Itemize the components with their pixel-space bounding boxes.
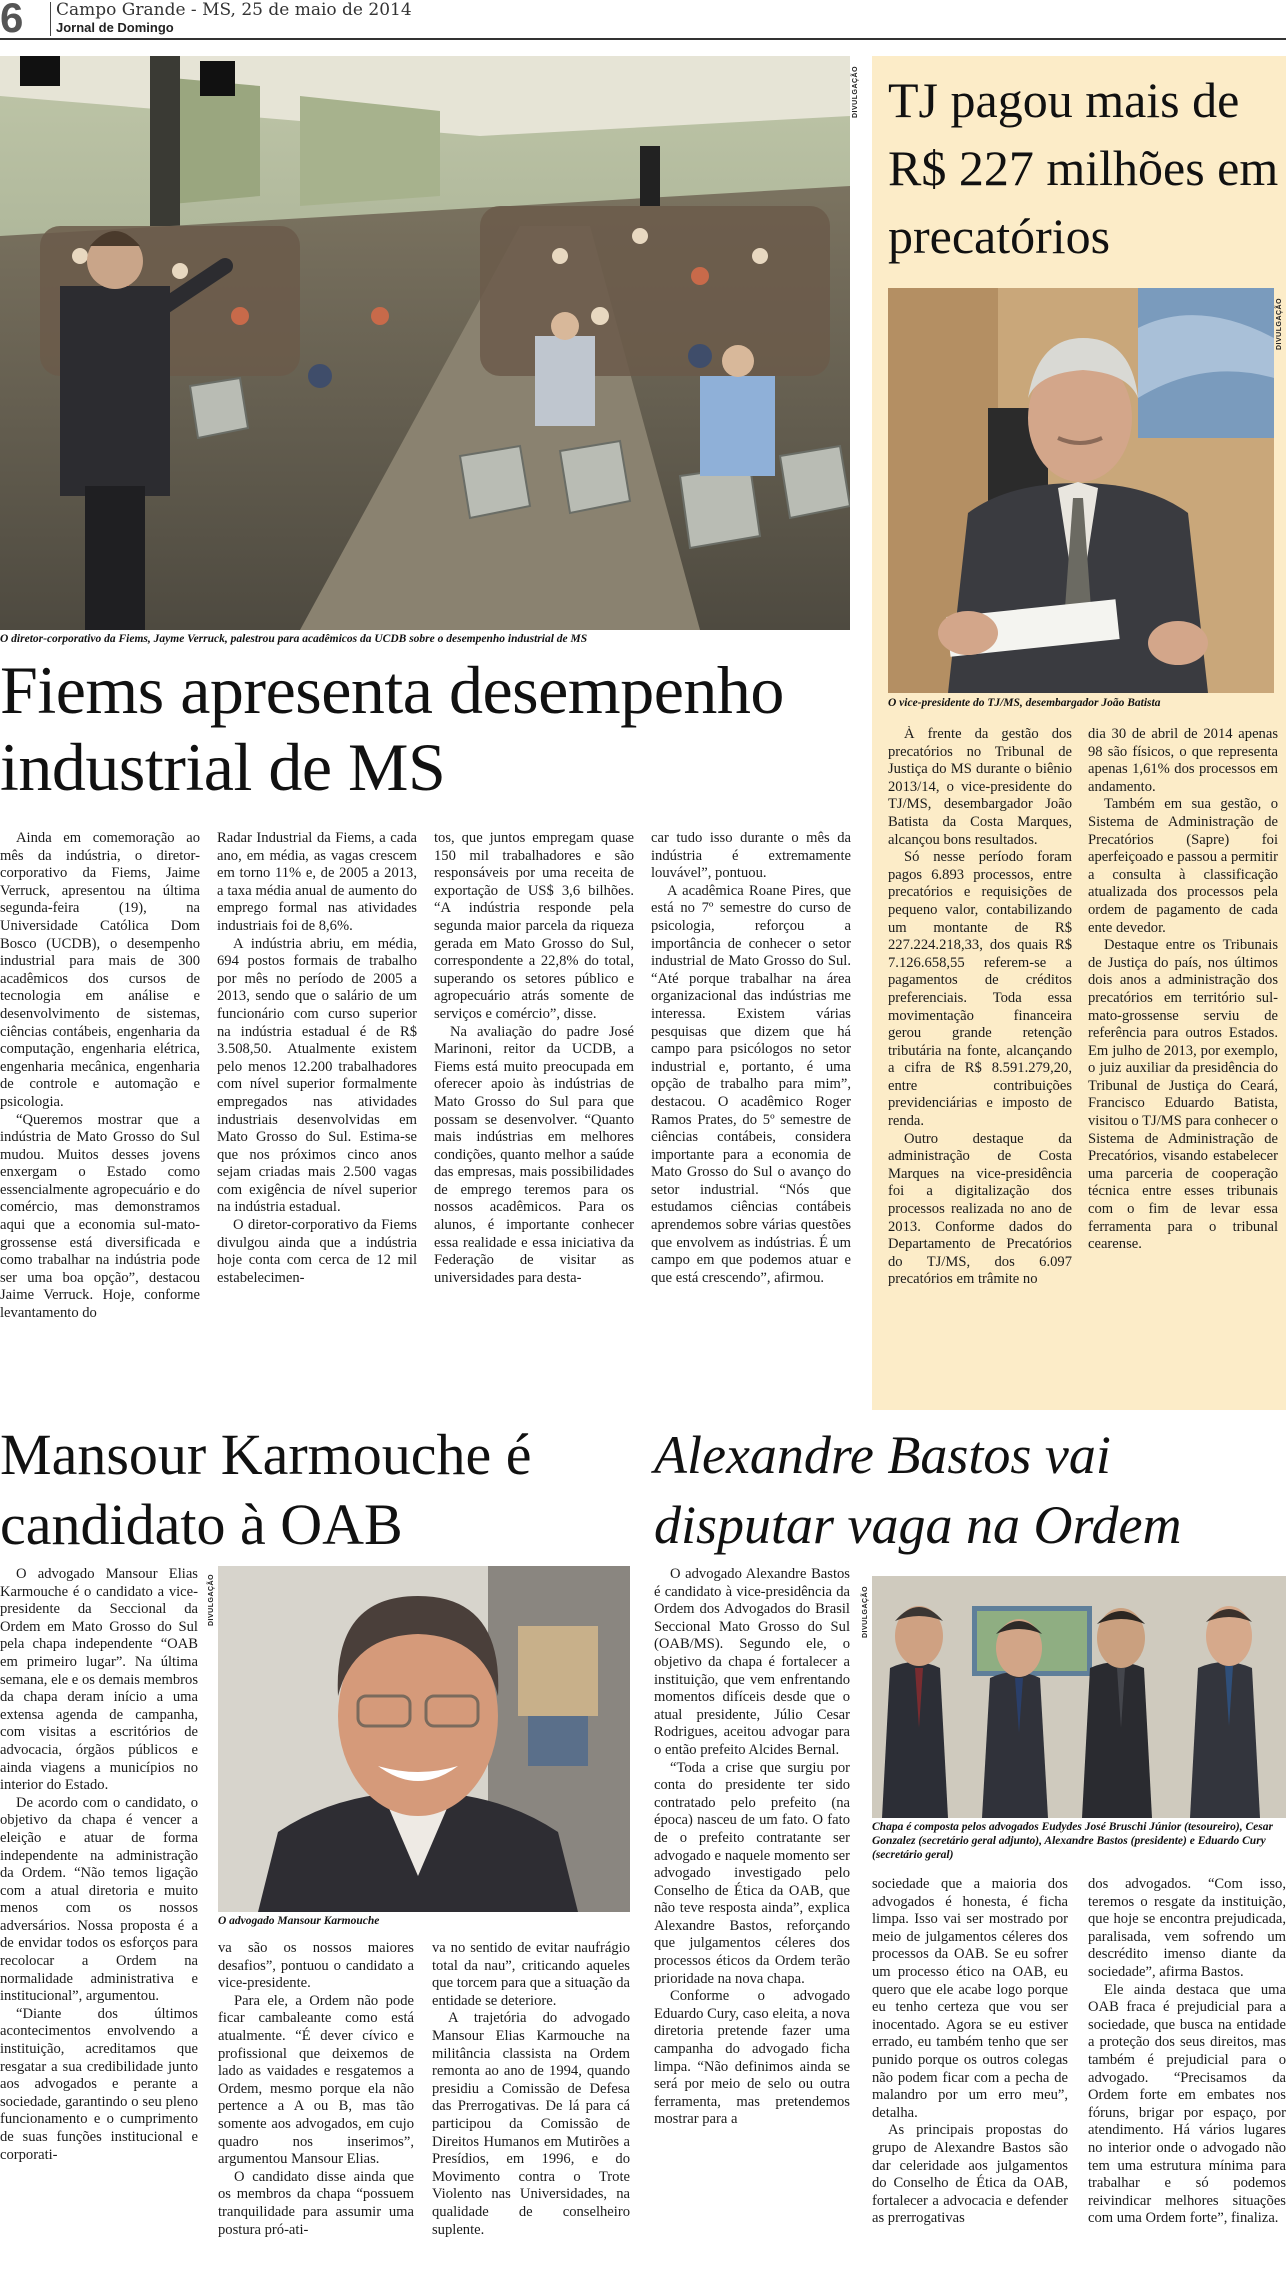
fiems-column-1 [0,830,200,1410]
mansour-photo-caption: O advogado Mansour Karmouche [218,1915,380,1927]
bastos-column-2 [872,1876,1068,2295]
paragraph: O diretor-corporativo da Fiems divulgou ainda que a indústria hoje conta com cerca de 12 mil estabelecimen- [217,1217,417,1286]
paragraph: A acadêmica Roane Pires, que está no 7º semestre do curso de psicologia, reforçou a importância de conhecer o setor industrial de Mato Grosso do Sul. “Até porque trabalhar na área organizacional das indústrias me interessa. Existem várias pesquisas que dizem que há campo para psicólogos no setor industrial e, portanto, é uma opção de trabalho para mim”, destacou. O acadêmico Roger Ramos Prates, do 5º semestre de ciências contábeis, considera importante para a economia de Mato Grosso do Sul o avanço do setor industrial. “Nós que estudamos ciências contábeis aprendemos sobre várias questões que envolvem as indústrias. É um campo em que podemos atuar e que está crescendo”, afirmou. [651,882,851,1286]
fiems-photo [0,56,850,630]
mansour-headline: Mansour Karmouche é candidato à OAB [0,1422,532,1557]
paragraph: Ainda em comemoração ao mês da indústria, o diretor-corporativo da Fiems, Jaime Verruck, apresentou na última segunda-feira (19), na Universidade Católica Dom Bosco (UCDB), o desempenho industrial para mais de 300 acadêmicos dos cursos de tecnologia em análise e desenvolvimento de sistemas, ciências contábeis, engenharia da computação, engenharia elétrica, engenharia mecânica, engenharia de controle e automação e psicologia. [0,830,200,1110]
bastos-photo-caption: Chapa é composta pelos advogados Eudydes José Bruschi Júnior (tesoureiro), Cesar Gonzalez (secretário geral adjunto), Alexandre Bastos (presidente) e Eduardo Cury (secretário geral) [872,1821,1273,1861]
page-header [0,0,1286,40]
paragraph: dia 30 de abril de 2014 apenas 98 são físicos, o que representa apenas 1,61% dos processos em andamento. [1088,726,1278,795]
paragraph: Também em sua gestão, o Sistema de Administração de Precatórios (Sapre) foi aperfeiçoado e passou a permitir a consulta à classificação atualizada dos processos pela ordem de pagamento de cada ente devedor. [1088,796,1278,936]
tj-column-1 [888,726,1072,1396]
mansour-photo [218,1566,630,1912]
paragraph: “Toda a crise que surgiu por conta do presidente ter sido contratado pelo prefeito (na época) nasceu de um fato. O fato de o prefeito contratante ser advogado e naquele momento ser advogado investigado pelo Conselho de Ética da OAB, que não teve resposta ainda”, explica Alexandre Bastos, reforçando que julgamentos céleres dos processos éticos da Ordem terão prioridade na nova chapa. [654,1759,850,1987]
paragraph: “Queremos mostrar que a indústria de Mato Grosso do Sul mudou. Muitos desses jovens enxergam o Estado como essencialmente agropecuário e do comércio, mas demonstramos aqui que a economia sul-mato-grossense está diversificada e como trabalhar na indústria pode ser uma boa opção”, destacou Jaime Verruck. Hoje, conforme levantamento do [0,1111,200,1322]
paragraph: Destaque entre os Tribunais de Justiça do país, nos últimos dois anos a administração dos precatórios em território sul-mato-grossense serviu de referência para outros Estados. Em julho de 2013, por exemplo, o juiz auxiliar da presidência do Tribunal de Justiça do Ceará, Francisco Eduardo Batista, visitou o TJ/MS para conhecer o Sistema de Administração de Precatórios, visando estabelecer uma parceria de cooperação técnica entre esses tribunais com o fim de levar essa ferramenta para o tribunal cearense. [1088,937,1278,1253]
bastos-photo-credit: DIVULGAÇÃO [862,1585,869,1638]
paragraph: dos advogados. “Com isso, teremos o resgate da instituição, que hoje se encontra prejudicada, paralisada, vem sofrendo um descrédito imenso diante da sociedade”, afirma Bastos. [1088,1876,1286,1980]
tj-headline: TJ pagou mais de R$ 227 milhões em precatórios [888,72,1279,264]
paper-name: Jornal de Domingo [56,20,174,35]
bastos-photo [872,1576,1286,1818]
dateline: Campo Grande - MS, 25 de maio de 2014 [56,0,412,20]
paragraph: sociedade que a maioria dos advogados é honesta, é ficha limpa. Isso vai ser mostrado por meio de julgamentos céleres dos processos da OAB. Se eu sofrer um processo ético na OAB, eu quero que ele acabe logo porque eu tenho certeza que vou ser inocentado. Agora se eu estiver errado, eu também tenho que ser punido porque os outros colegas não podem ficar com a pecha de malandro por um erro meu”, detalha. [872,1876,1068,2121]
bastos-column-3 [1088,1876,1286,2295]
paragraph: “Diante dos últimos acontecimentos envolvendo a instituição, acreditamos que resgatar a sua credibilidade junto aos advogados e perante a sociedade, garantindo o seu pleno funcionamento e o cumprimento de suas funções institucional e corporati- [0,2005,198,2163]
mansour-photo-credit: DIVULGAÇÃO [208,1573,215,1626]
paragraph: De acordo com o candidato, o objetivo da chapa é vencer a eleição e atuar de forma independente na administração da Ordem. “Não temos ligação com a atual diretoria e muito menos com os nossos adversários. Nossa proposta é a de envidar todos os esforços para recolocar a Ordem na normalidade administrativa e institucional”, argumentou. [0,1794,198,2005]
bastos-headline: Alexandre Bastos vai disputar vaga na Ordem [654,1425,1182,1555]
page-number: 6 [0,0,24,41]
paragraph: O advogado Mansour Elias Karmouche é o candidato a vice-presidente da Seccional da Ordem em Mato Grosso do Sul pela chapa independente “OAB em primeiro lugar”. Na última semana, ele e os demais membros da chapa deram início a uma extensa agenda de campanha, com visitas a escritórios de advocacia, órgãos públicos e ainda viagens a municípios no interior do Estado. [0,1566,198,1794]
paragraph: va são os nossos maiores desafios”, pontuou o candidato a vice-presidente. [218,1940,414,1992]
paragraph: As principais propostas do grupo de Alexandre Bastos são dar celeridade aos julgamentos do Conselho de Ética da OAB, fortalecer a advocacia e defender as prerrogativas [872,2122,1068,2227]
paragraph: va no sentido de evitar naufrágio total da nau”, criticando aqueles que torcem para que a situação da entidade se deteriore. [432,1940,630,2009]
mansour-column-3 [432,1940,630,2295]
fiems-photo-caption: O diretor-corporativo da Fiems, Jayme Verruck, palestrou para acadêmicos da UCDB sobre o desempenho industrial de MS [0,633,588,645]
tj-photo-credit: DIVULGAÇÃO [1276,297,1283,350]
fiems-column-4 [651,830,851,1410]
paragraph: Ele ainda destaca que uma OAB fraca é prejudicial para a sociedade, que busca na entidade a proteção dos seus direitos, mas também é prejudicial para o advogado. “Precisamos da Ordem forte em embates nos fóruns, brigar por espaço, por atendimento. Há vários lugares no interior onde o advogado não tem uma estrutura mínima para trabalhar e só podemos reivindicar melhores situações com uma Ordem forte”, finaliza. [1088,1981,1286,2227]
paragraph: O candidato disse ainda que os membros da chapa “possuem tranquilidade para assumir uma postura pró-ati- [218,2168,414,2238]
fiems-photo-credit: DIVULGAÇÃO [852,65,859,118]
tj-column-2 [1088,726,1278,1396]
paragraph: A trajetória do advogado Mansour Elias Karmouche na militância classista na Ordem remonta ao ano de 1994, quando presidiu a Comissão de Defesa das Prerrogativas. De lá para cá participou da Comissão de Direitos Humanos em Mutirões a Presídios, em 1996, e do Movimento contra o Trote Violento nas Universidades, na qualidade de conselheiro suplente. [432,2010,630,2238]
paragraph: Radar Industrial da Fiems, a cada ano, em média, as vagas crescem em torno 11% e, de 2005 a 2013, a taxa média anual de aumento do emprego formal nas atividades industriais foi de 8,6%. [217,830,417,934]
paragraph: O advogado Alexandre Bastos é candidato à vice-presidência da Ordem dos Advogados do Brasil Seccional Mato Grosso do Sul (OAB/MS). Segundo ele, o objetivo da chapa é fortalecer a instituição, que vem enfrentando momentos difíceis desde que o atual presidente, Júlio Cesar Rodrigues, aceitou advogar para o então prefeito Alcides Bernal. [654,1566,850,1758]
paragraph: Outro destaque da administração de Costa Marques na vice-presidência foi a digitalização dos processos realizada no ano de 2013. Conforme dados do Departamento de Precatórios do TJ/MS, dos 6.097 precatórios em trâmite no [888,1130,1072,1288]
paragraph: Conforme o advogado Eduardo Cury, caso eleita, a nova diretoria pretende fazer uma campanha do advogado ficha limpa. “Não definimos ainda se será por meio de selo ou outra ferramenta, mas pretendemos mostrar para a [654,1988,850,2128]
fiems-column-2 [217,830,417,1410]
paragraph: Na avaliação do padre José Marinoni, reitor da UCDB, a Fiems está muito preocupada em oferecer apoio às indústrias de Mato Grosso do Sul para que possam se desenvolver. “Quanto mais indústrias em melhores condições, quanto melhor a saúde das empresas, mais possibilidades de emprego teremos para os nossos acadêmicos. Para os alunos, é importante conhecer essa realidade e essa iniciativa da Federação de visitar as universidades para desta- [434,1023,634,1286]
fiems-headline: Fiems apresenta desempenho industrial de MS [0,652,784,805]
paragraph: Só nesse período foram pagos 6.893 processos, entre precatórios e requisições de pequeno valor, contabilizando um montante de R$ 227.224.218,33, dos quais R$ 7.126.658,55 referem-se a pagamentos de créditos preferenciais. Toda essa movimentação financeira gerou grande retenção tributária na fonte, alcançando a cifra de R$ 8.591.279,20, entre contribuições previdenciárias e imposto de renda. [888,849,1072,1130]
tj-photo-caption: O vice-presidente do TJ/MS, desembargador João Batista [888,697,1161,709]
mansour-column-1 [0,1566,198,2295]
paragraph: Para ele, a Ordem não pode ficar cambaleante como está atualmente. “É dever cívico e profissional que deixemos de lado as vaidades e resgatemos a Ordem, mesmo porque ela não pertence a A ou B, mas tão somente aos advogados, em cujo quadro nos inserimos”, argumentou Mansour Elias. [218,1992,414,2168]
paragraph: A indústria abriu, em média, 694 postos formais de trabalho por mês no período de 2005 a 2013, sendo que o salário de um funcionário com curso superior na indústria estadual é de R$ 3.508,50. Atualmente existem pelo menos 12.200 trabalhadores com nível superior formalmente empregados nas atividades industriais desenvolvidas em Mato Grosso do Sul. Estima-se que nos próximos cinco anos sejam criadas mais 2.500 vagas com exigência de nível superior na indústria estadual. [217,935,417,1216]
paragraph: car tudo isso durante o mês da indústria é extremamente louvável”, pontuou. [651,830,851,882]
mansour-column-2 [218,1940,414,2295]
paragraph: À frente da gestão dos precatórios no Tribunal de Justiça do MS durante o biênio 2013/14, o vice-presidente do TJ/MS, desembargador João Batista da Costa Marques, alcançou bons resultados. [888,726,1072,848]
header-divider [50,2,51,36]
fiems-column-3 [434,830,634,1410]
paragraph: tos, que juntos empregam quase 150 mil trabalhadores e são responsáveis por uma receita de exportação de US$ 3,6 bilhões. “A indústria responde pela segunda maior parcela da riqueza gerada em Mato Grosso do Sul, correspondente a 22,8% do total, superando os setores público e agropecuário atrás somente de serviços e comércio”, disse. [434,830,634,1022]
bastos-column-1 [654,1566,850,2295]
tj-photo [888,288,1274,693]
